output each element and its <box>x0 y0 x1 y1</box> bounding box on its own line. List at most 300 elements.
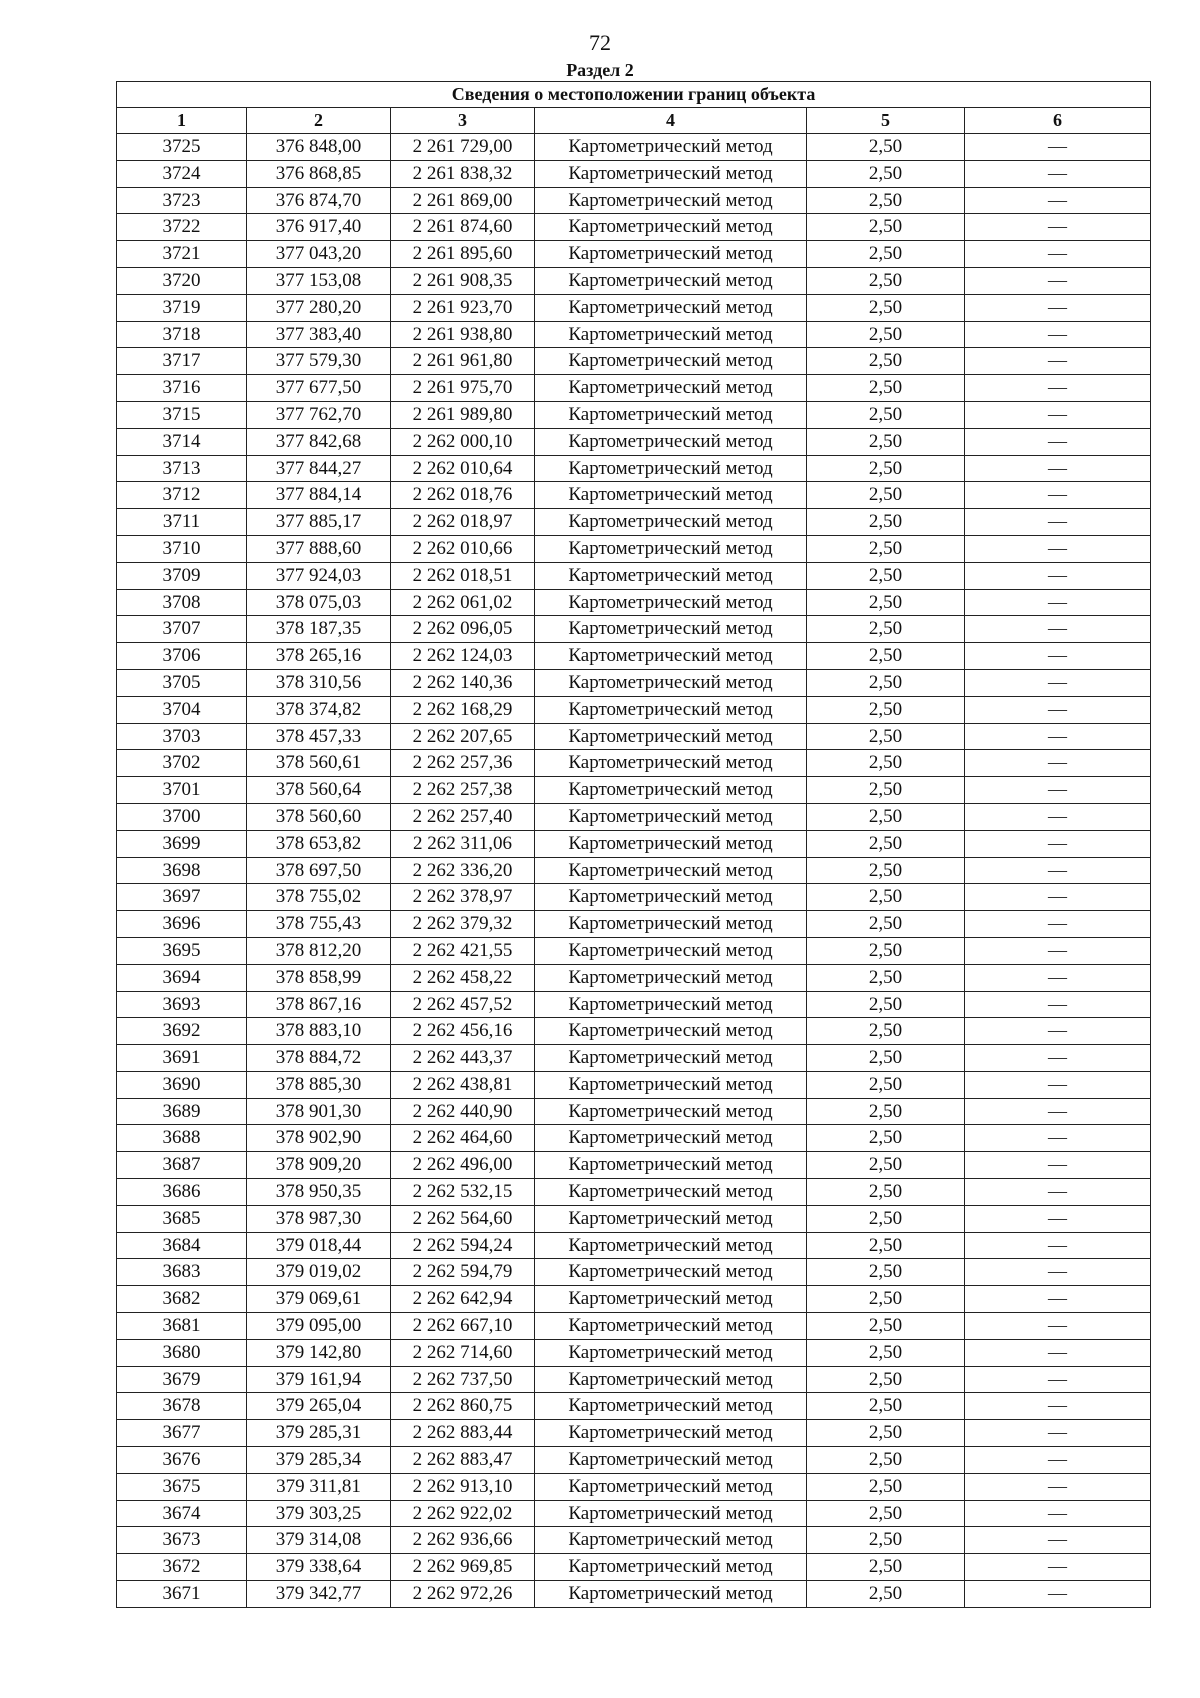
description-cell: — <box>965 1339 1151 1366</box>
y-coordinate-cell: 2 262 458,22 <box>391 964 535 991</box>
x-coordinate-cell: 379 342,77 <box>247 1581 391 1608</box>
x-coordinate-cell: 378 901,30 <box>247 1098 391 1125</box>
point-number-cell: 3707 <box>117 616 247 643</box>
y-coordinate-cell: 2 262 456,16 <box>391 1018 535 1045</box>
section-title: Раздел 2 <box>566 60 634 80</box>
column-header: 5 <box>807 108 965 134</box>
description-cell: — <box>965 964 1151 991</box>
method-cell: Картометрический метод <box>535 375 807 402</box>
y-coordinate-cell: 2 262 257,40 <box>391 803 535 830</box>
point-number-cell: 3721 <box>117 241 247 268</box>
method-cell: Картометрический метод <box>535 1286 807 1313</box>
x-coordinate-cell: 378 560,61 <box>247 750 391 777</box>
x-coordinate-cell: 376 848,00 <box>247 134 391 161</box>
accuracy-cell: 2,50 <box>807 375 965 402</box>
table-row <box>117 321 1151 348</box>
accuracy-cell: 2,50 <box>807 1071 965 1098</box>
y-coordinate-cell: 2 262 883,47 <box>391 1447 535 1474</box>
method-cell: Картометрический метод <box>535 1420 807 1447</box>
x-coordinate-cell: 377 924,03 <box>247 562 391 589</box>
table-row <box>117 857 1151 884</box>
x-coordinate-cell: 379 161,94 <box>247 1366 391 1393</box>
y-coordinate-cell: 2 262 594,24 <box>391 1232 535 1259</box>
y-coordinate-cell: 2 262 440,90 <box>391 1098 535 1125</box>
y-coordinate-cell: 2 262 443,37 <box>391 1045 535 1072</box>
description-cell: — <box>965 134 1151 161</box>
accuracy-cell: 2,50 <box>807 696 965 723</box>
x-coordinate-cell: 378 560,60 <box>247 803 391 830</box>
y-coordinate-cell: 2 262 883,44 <box>391 1420 535 1447</box>
description-cell: — <box>965 589 1151 616</box>
point-number-cell: 3678 <box>117 1393 247 1420</box>
x-coordinate-cell: 378 187,35 <box>247 616 391 643</box>
description-cell: — <box>965 401 1151 428</box>
description-cell: — <box>965 294 1151 321</box>
x-coordinate-cell: 379 018,44 <box>247 1232 391 1259</box>
description-cell: — <box>965 455 1151 482</box>
y-coordinate-cell: 2 262 594,79 <box>391 1259 535 1286</box>
table-row <box>117 1232 1151 1259</box>
point-number-cell: 3725 <box>117 134 247 161</box>
description-cell: — <box>965 1500 1151 1527</box>
column-header: 1 <box>117 108 247 134</box>
table-row <box>117 1420 1151 1447</box>
accuracy-cell: 2,50 <box>807 1045 965 1072</box>
description-cell: — <box>965 1205 1151 1232</box>
table-row <box>117 1473 1151 1500</box>
table-row <box>117 134 1151 161</box>
table-row <box>117 777 1151 804</box>
method-cell: Картометрический метод <box>535 643 807 670</box>
point-number-cell: 3689 <box>117 1098 247 1125</box>
description-cell: — <box>965 1259 1151 1286</box>
method-cell: Картометрический метод <box>535 1554 807 1581</box>
method-cell: Картометрический метод <box>535 267 807 294</box>
x-coordinate-cell: 378 560,64 <box>247 777 391 804</box>
table-row <box>117 160 1151 187</box>
point-number-cell: 3705 <box>117 669 247 696</box>
x-coordinate-cell: 377 884,14 <box>247 482 391 509</box>
table-row <box>117 401 1151 428</box>
point-number-cell: 3694 <box>117 964 247 991</box>
x-coordinate-cell: 379 265,04 <box>247 1393 391 1420</box>
x-coordinate-cell: 379 019,02 <box>247 1259 391 1286</box>
point-number-cell: 3714 <box>117 428 247 455</box>
y-coordinate-cell: 2 261 989,80 <box>391 401 535 428</box>
y-coordinate-cell: 2 262 532,15 <box>391 1179 535 1206</box>
description-cell: — <box>965 991 1151 1018</box>
table-row <box>117 562 1151 589</box>
accuracy-cell: 2,50 <box>807 1339 965 1366</box>
accuracy-cell: 2,50 <box>807 830 965 857</box>
y-coordinate-cell: 2 262 737,50 <box>391 1366 535 1393</box>
y-coordinate-cell: 2 262 018,51 <box>391 562 535 589</box>
method-cell: Картометрический метод <box>535 1366 807 1393</box>
point-number-cell: 3674 <box>117 1500 247 1527</box>
description-cell: — <box>965 696 1151 723</box>
description-cell: — <box>965 1071 1151 1098</box>
table-row <box>117 1071 1151 1098</box>
y-coordinate-cell: 2 262 378,97 <box>391 884 535 911</box>
table-row <box>117 830 1151 857</box>
x-coordinate-cell: 379 314,08 <box>247 1527 391 1554</box>
point-number-cell: 3710 <box>117 535 247 562</box>
table-row <box>117 1179 1151 1206</box>
table-row <box>117 1045 1151 1072</box>
point-number-cell: 3683 <box>117 1259 247 1286</box>
table-row <box>117 509 1151 536</box>
description-cell: — <box>965 1313 1151 1340</box>
accuracy-cell: 2,50 <box>807 1527 965 1554</box>
y-coordinate-cell: 2 261 923,70 <box>391 294 535 321</box>
column-header: 4 <box>535 108 807 134</box>
x-coordinate-cell: 379 338,64 <box>247 1554 391 1581</box>
description-cell: — <box>965 348 1151 375</box>
method-cell: Картометрический метод <box>535 1527 807 1554</box>
method-cell: Картометрический метод <box>535 857 807 884</box>
y-coordinate-cell: 2 262 972,26 <box>391 1581 535 1608</box>
point-number-cell: 3722 <box>117 214 247 241</box>
table-row <box>117 535 1151 562</box>
accuracy-cell: 2,50 <box>807 589 965 616</box>
accuracy-cell: 2,50 <box>807 616 965 643</box>
accuracy-cell: 2,50 <box>807 241 965 268</box>
x-coordinate-cell: 378 755,43 <box>247 911 391 938</box>
accuracy-cell: 2,50 <box>807 777 965 804</box>
point-number-cell: 3696 <box>117 911 247 938</box>
accuracy-cell: 2,50 <box>807 723 965 750</box>
x-coordinate-cell: 378 950,35 <box>247 1179 391 1206</box>
description-cell: — <box>965 911 1151 938</box>
accuracy-cell: 2,50 <box>807 267 965 294</box>
accuracy-cell: 2,50 <box>807 1554 965 1581</box>
table-row <box>117 884 1151 911</box>
table-row <box>117 348 1151 375</box>
description-cell: — <box>965 1366 1151 1393</box>
table-row <box>117 937 1151 964</box>
y-coordinate-cell: 2 261 961,80 <box>391 348 535 375</box>
point-number-cell: 3699 <box>117 830 247 857</box>
accuracy-cell: 2,50 <box>807 1098 965 1125</box>
accuracy-cell: 2,50 <box>807 857 965 884</box>
table-row <box>117 187 1151 214</box>
method-cell: Картометрический метод <box>535 1071 807 1098</box>
y-coordinate-cell: 2 262 000,10 <box>391 428 535 455</box>
x-coordinate-cell: 378 902,90 <box>247 1125 391 1152</box>
table-row <box>117 214 1151 241</box>
accuracy-cell: 2,50 <box>807 1125 965 1152</box>
y-coordinate-cell: 2 262 421,55 <box>391 937 535 964</box>
x-coordinate-cell: 377 280,20 <box>247 294 391 321</box>
x-coordinate-cell: 377 579,30 <box>247 348 391 375</box>
description-cell: — <box>965 1393 1151 1420</box>
point-number-cell: 3700 <box>117 803 247 830</box>
y-coordinate-cell: 2 261 908,35 <box>391 267 535 294</box>
x-coordinate-cell: 379 285,34 <box>247 1447 391 1474</box>
accuracy-cell: 2,50 <box>807 750 965 777</box>
y-coordinate-cell: 2 262 642,94 <box>391 1286 535 1313</box>
method-cell: Картометрический метод <box>535 321 807 348</box>
method-cell: Картометрический метод <box>535 348 807 375</box>
table-row <box>117 1447 1151 1474</box>
table-row <box>117 1339 1151 1366</box>
description-cell: — <box>965 1527 1151 1554</box>
method-cell: Картометрический метод <box>535 214 807 241</box>
point-number-cell: 3690 <box>117 1071 247 1098</box>
table-row <box>117 375 1151 402</box>
x-coordinate-cell: 378 858,99 <box>247 964 391 991</box>
column-header: 6 <box>965 108 1151 134</box>
point-number-cell: 3697 <box>117 884 247 911</box>
description-cell: — <box>965 1018 1151 1045</box>
accuracy-cell: 2,50 <box>807 1179 965 1206</box>
method-cell: Картометрический метод <box>535 1232 807 1259</box>
accuracy-cell: 2,50 <box>807 134 965 161</box>
x-coordinate-cell: 377 888,60 <box>247 535 391 562</box>
y-coordinate-cell: 2 262 936,66 <box>391 1527 535 1554</box>
accuracy-cell: 2,50 <box>807 348 965 375</box>
method-cell: Картометрический метод <box>535 1179 807 1206</box>
method-cell: Картометрический метод <box>535 535 807 562</box>
table-row <box>117 643 1151 670</box>
accuracy-cell: 2,50 <box>807 1313 965 1340</box>
method-cell: Картометрический метод <box>535 401 807 428</box>
description-cell: — <box>965 750 1151 777</box>
method-cell: Картометрический метод <box>535 884 807 911</box>
point-number-cell: 3676 <box>117 1447 247 1474</box>
accuracy-cell: 2,50 <box>807 1259 965 1286</box>
y-coordinate-cell: 2 261 869,00 <box>391 187 535 214</box>
point-number-cell: 3693 <box>117 991 247 1018</box>
method-cell: Картометрический метод <box>535 1313 807 1340</box>
description-cell: — <box>965 1554 1151 1581</box>
table-row <box>117 1500 1151 1527</box>
point-number-cell: 3720 <box>117 267 247 294</box>
point-number-cell: 3675 <box>117 1473 247 1500</box>
table-row <box>117 1098 1151 1125</box>
table-row <box>117 1313 1151 1340</box>
description-cell: — <box>965 723 1151 750</box>
description-cell: — <box>965 160 1151 187</box>
point-number-cell: 3684 <box>117 1232 247 1259</box>
table-row <box>117 750 1151 777</box>
x-coordinate-cell: 378 987,30 <box>247 1205 391 1232</box>
table-row <box>117 911 1151 938</box>
method-cell: Картометрический метод <box>535 482 807 509</box>
point-number-cell: 3704 <box>117 696 247 723</box>
description-cell: — <box>965 562 1151 589</box>
point-number-cell: 3685 <box>117 1205 247 1232</box>
y-coordinate-cell: 2 262 096,05 <box>391 616 535 643</box>
point-number-cell: 3671 <box>117 1581 247 1608</box>
point-number-cell: 3716 <box>117 375 247 402</box>
method-cell: Картометрический метод <box>535 616 807 643</box>
x-coordinate-cell: 377 383,40 <box>247 321 391 348</box>
accuracy-cell: 2,50 <box>807 937 965 964</box>
description-cell: — <box>965 321 1151 348</box>
point-number-cell: 3688 <box>117 1125 247 1152</box>
description-cell: — <box>965 1581 1151 1608</box>
x-coordinate-cell: 376 917,40 <box>247 214 391 241</box>
x-coordinate-cell: 379 303,25 <box>247 1500 391 1527</box>
table-row <box>117 991 1151 1018</box>
method-cell: Картометрический метод <box>535 911 807 938</box>
method-cell: Картометрический метод <box>535 509 807 536</box>
point-number-cell: 3687 <box>117 1152 247 1179</box>
x-coordinate-cell: 379 142,80 <box>247 1339 391 1366</box>
point-number-cell: 3706 <box>117 643 247 670</box>
table-body <box>117 134 1151 1608</box>
y-coordinate-cell: 2 262 667,10 <box>391 1313 535 1340</box>
method-cell: Картометрический метод <box>535 428 807 455</box>
x-coordinate-cell: 376 868,85 <box>247 160 391 187</box>
table-row <box>117 1205 1151 1232</box>
y-coordinate-cell: 2 261 729,00 <box>391 134 535 161</box>
accuracy-cell: 2,50 <box>807 991 965 1018</box>
x-coordinate-cell: 378 653,82 <box>247 830 391 857</box>
accuracy-cell: 2,50 <box>807 294 965 321</box>
method-cell: Картометрический метод <box>535 1205 807 1232</box>
y-coordinate-cell: 2 262 010,64 <box>391 455 535 482</box>
x-coordinate-cell: 379 285,31 <box>247 1420 391 1447</box>
point-number-cell: 3711 <box>117 509 247 536</box>
y-coordinate-cell: 2 262 438,81 <box>391 1071 535 1098</box>
x-coordinate-cell: 378 883,10 <box>247 1018 391 1045</box>
accuracy-cell: 2,50 <box>807 1473 965 1500</box>
point-number-cell: 3692 <box>117 1018 247 1045</box>
x-coordinate-cell: 379 095,00 <box>247 1313 391 1340</box>
table-row <box>117 1018 1151 1045</box>
description-cell: — <box>965 777 1151 804</box>
x-coordinate-cell: 377 842,68 <box>247 428 391 455</box>
accuracy-cell: 2,50 <box>807 1420 965 1447</box>
table-row <box>117 455 1151 482</box>
accuracy-cell: 2,50 <box>807 1581 965 1608</box>
column-header-row <box>117 108 1151 134</box>
y-coordinate-cell: 2 262 379,32 <box>391 911 535 938</box>
accuracy-cell: 2,50 <box>807 509 965 536</box>
column-header: 2 <box>247 108 391 134</box>
description-cell: — <box>965 241 1151 268</box>
x-coordinate-cell: 377 153,08 <box>247 267 391 294</box>
y-coordinate-cell: 2 262 018,76 <box>391 482 535 509</box>
point-number-cell: 3673 <box>117 1527 247 1554</box>
table-row <box>117 1286 1151 1313</box>
y-coordinate-cell: 2 262 257,36 <box>391 750 535 777</box>
description-cell: — <box>965 1179 1151 1206</box>
y-coordinate-cell: 2 262 018,97 <box>391 509 535 536</box>
table-row <box>117 482 1151 509</box>
description-cell: — <box>965 509 1151 536</box>
method-cell: Картометрический метод <box>535 1018 807 1045</box>
description-cell: — <box>965 1045 1151 1072</box>
y-coordinate-cell: 2 262 010,66 <box>391 535 535 562</box>
table-row <box>117 267 1151 294</box>
description-cell: — <box>965 1286 1151 1313</box>
accuracy-cell: 2,50 <box>807 187 965 214</box>
description-cell: — <box>965 857 1151 884</box>
accuracy-cell: 2,50 <box>807 562 965 589</box>
method-cell: Картометрический метод <box>535 1447 807 1474</box>
method-cell: Картометрический метод <box>535 830 807 857</box>
description-cell: — <box>965 643 1151 670</box>
x-coordinate-cell: 377 762,70 <box>247 401 391 428</box>
description-cell: — <box>965 1098 1151 1125</box>
table-row <box>117 589 1151 616</box>
y-coordinate-cell: 2 262 140,36 <box>391 669 535 696</box>
point-number-cell: 3718 <box>117 321 247 348</box>
y-coordinate-cell: 2 262 913,10 <box>391 1473 535 1500</box>
description-cell: — <box>965 535 1151 562</box>
table-row <box>117 1366 1151 1393</box>
page-number: 72 <box>589 30 611 55</box>
method-cell: Картометрический метод <box>535 1152 807 1179</box>
description-cell: — <box>965 1420 1151 1447</box>
boundary-table <box>116 81 1151 1608</box>
table-row <box>117 964 1151 991</box>
method-cell: Картометрический метод <box>535 1045 807 1072</box>
description-cell: — <box>965 428 1151 455</box>
description-cell: — <box>965 375 1151 402</box>
accuracy-cell: 2,50 <box>807 964 965 991</box>
method-cell: Картометрический метод <box>535 696 807 723</box>
description-cell: — <box>965 482 1151 509</box>
table-row <box>117 723 1151 750</box>
table-row <box>117 1125 1151 1152</box>
point-number-cell: 3708 <box>117 589 247 616</box>
x-coordinate-cell: 377 844,27 <box>247 455 391 482</box>
method-cell: Картометрический метод <box>535 562 807 589</box>
y-coordinate-cell: 2 262 496,00 <box>391 1152 535 1179</box>
method-cell: Картометрический метод <box>535 1500 807 1527</box>
accuracy-cell: 2,50 <box>807 160 965 187</box>
description-cell: — <box>965 1232 1151 1259</box>
method-cell: Картометрический метод <box>535 937 807 964</box>
accuracy-cell: 2,50 <box>807 884 965 911</box>
point-number-cell: 3702 <box>117 750 247 777</box>
x-coordinate-cell: 378 885,30 <box>247 1071 391 1098</box>
method-cell: Картометрический метод <box>535 160 807 187</box>
y-coordinate-cell: 2 261 895,60 <box>391 241 535 268</box>
accuracy-cell: 2,50 <box>807 214 965 241</box>
description-cell: — <box>965 884 1151 911</box>
table-row <box>117 696 1151 723</box>
method-cell: Картометрический метод <box>535 134 807 161</box>
y-coordinate-cell: 2 262 061,02 <box>391 589 535 616</box>
y-coordinate-cell: 2 262 457,52 <box>391 991 535 1018</box>
table-row <box>117 1581 1151 1608</box>
y-coordinate-cell: 2 262 257,38 <box>391 777 535 804</box>
point-number-cell: 3715 <box>117 401 247 428</box>
table-row <box>117 1152 1151 1179</box>
accuracy-cell: 2,50 <box>807 482 965 509</box>
method-cell: Картометрический метод <box>535 1393 807 1420</box>
y-coordinate-cell: 2 262 969,85 <box>391 1554 535 1581</box>
x-coordinate-cell: 378 755,02 <box>247 884 391 911</box>
method-cell: Картометрический метод <box>535 1125 807 1152</box>
column-header: 3 <box>391 108 535 134</box>
accuracy-cell: 2,50 <box>807 1205 965 1232</box>
description-cell: — <box>965 187 1151 214</box>
method-cell: Картометрический метод <box>535 589 807 616</box>
table-row <box>117 294 1151 321</box>
method-cell: Картометрический метод <box>535 991 807 1018</box>
method-cell: Картометрический метод <box>535 777 807 804</box>
x-coordinate-cell: 378 812,20 <box>247 937 391 964</box>
method-cell: Картометрический метод <box>535 669 807 696</box>
x-coordinate-cell: 377 885,17 <box>247 509 391 536</box>
description-cell: — <box>965 616 1151 643</box>
